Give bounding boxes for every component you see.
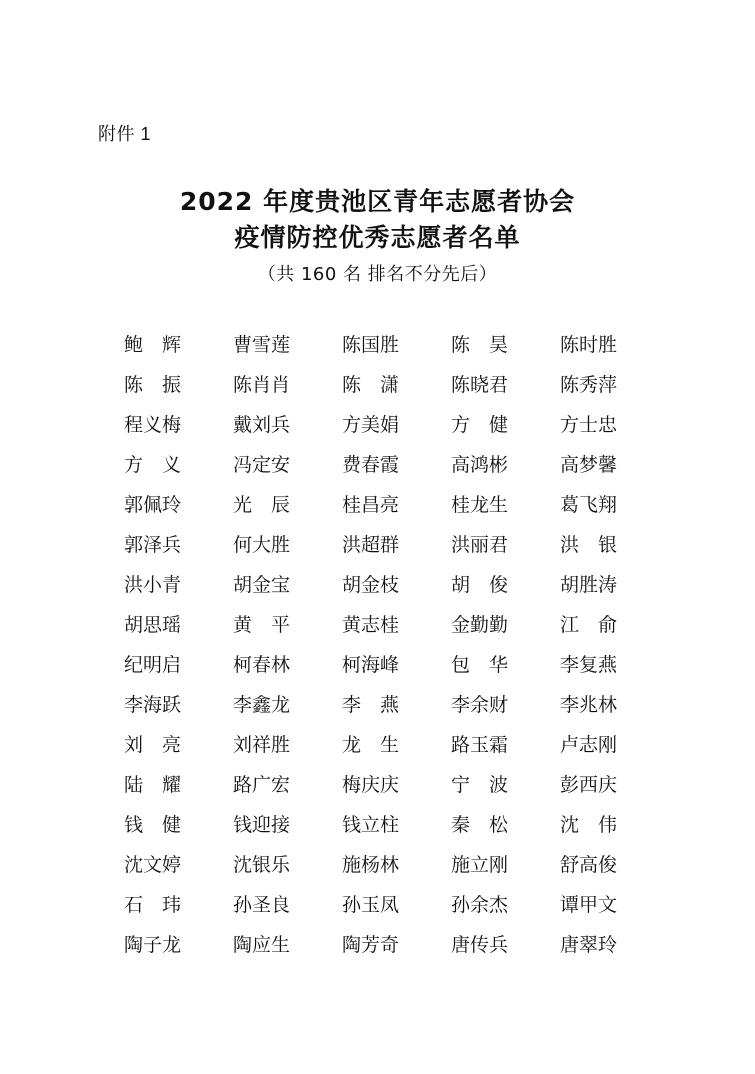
volunteer-name-list (124, 329, 634, 969)
volunteer-name: 柯海峰 (342, 654, 400, 676)
volunteer-name: 方 义 (124, 454, 182, 476)
volunteer-name: 陈秀萍 (560, 374, 618, 396)
volunteer-name: 卢志刚 (560, 734, 618, 756)
volunteer-name: 程义梅 (124, 414, 182, 436)
volunteer-name: 纪明启 (124, 654, 182, 676)
volunteer-name: 陈肖肖 (233, 374, 291, 396)
volunteer-name: 桂昌亮 (342, 494, 400, 516)
volunteer-name: 桂龙生 (451, 494, 509, 516)
volunteer-name: 郭泽兵 (124, 534, 182, 556)
volunteer-name: 石 玮 (124, 894, 182, 916)
volunteer-name: 路广宏 (233, 774, 291, 796)
volunteer-name: 洪 银 (560, 534, 618, 556)
volunteer-name: 刘祥胜 (233, 734, 291, 756)
volunteer-name: 方士忠 (560, 414, 618, 436)
volunteer-name: 陈 振 (124, 374, 182, 396)
volunteer-name: 钱迎接 (233, 814, 291, 836)
volunteer-name: 曹雪莲 (233, 334, 291, 356)
volunteer-name: 唐翠玲 (560, 934, 618, 956)
document-title-line-1: 2022 年度贵池区青年志愿者协会 (179, 187, 576, 216)
volunteer-name: 沈 伟 (560, 814, 618, 836)
volunteer-name: 胡金宝 (233, 574, 291, 596)
volunteer-name: 戴刘兵 (233, 414, 291, 436)
volunteer-name: 陈 潇 (342, 374, 400, 396)
volunteer-name: 钱 健 (124, 814, 182, 836)
volunteer-name: 施立刚 (451, 854, 509, 876)
volunteer-name: 李鑫龙 (233, 694, 291, 716)
volunteer-name: 路玉霜 (451, 734, 509, 756)
volunteer-name: 郭佩玲 (124, 494, 182, 516)
volunteer-name: 洪小青 (124, 574, 182, 596)
volunteer-name: 江 俞 (560, 614, 618, 636)
volunteer-name: 黄志桂 (342, 614, 400, 636)
volunteer-name: 光 辰 (233, 494, 291, 516)
volunteer-name: 谭甲文 (560, 894, 618, 916)
volunteer-name: 柯春林 (233, 654, 291, 676)
volunteer-name: 彭西庆 (560, 774, 618, 796)
volunteer-name: 施杨林 (342, 854, 400, 876)
volunteer-name: 冯定安 (233, 454, 291, 476)
volunteer-name: 陶应生 (233, 934, 291, 956)
volunteer-name: 钱立柱 (342, 814, 400, 836)
volunteer-name: 陆 耀 (124, 774, 182, 796)
volunteer-name: 高梦馨 (560, 454, 618, 476)
volunteer-name: 沈银乐 (233, 854, 291, 876)
volunteer-name: 胡胜涛 (560, 574, 618, 596)
volunteer-name: 龙 生 (342, 734, 400, 756)
volunteer-name: 陶芳奇 (342, 934, 400, 956)
volunteer-name: 李 燕 (342, 694, 400, 716)
volunteer-name: 陈 昊 (451, 334, 509, 356)
volunteer-name: 葛飞翔 (560, 494, 618, 516)
volunteer-name: 费春霞 (342, 454, 400, 476)
volunteer-name: 唐传兵 (451, 934, 509, 956)
volunteer-name: 洪超群 (342, 534, 400, 556)
volunteer-name: 陈时胜 (560, 334, 618, 356)
volunteer-name: 李复燕 (560, 654, 618, 676)
volunteer-name: 孙余杰 (451, 894, 509, 916)
volunteer-name: 孙圣良 (233, 894, 291, 916)
attachment-label: 附件 1 (98, 124, 152, 144)
document-title-line-2: 疫情防控优秀志愿者名单 (234, 223, 521, 252)
volunteer-name: 舒高俊 (560, 854, 618, 876)
volunteer-name: 陈晓君 (451, 374, 509, 396)
volunteer-name: 胡 俊 (451, 574, 509, 596)
document-subtitle: （共 160 名 排名不分先后） (257, 264, 498, 285)
volunteer-name: 胡思瑶 (124, 614, 182, 636)
volunteer-name: 陶子龙 (124, 934, 182, 956)
volunteer-name: 金勤勤 (451, 614, 509, 636)
volunteer-name: 陈国胜 (342, 334, 400, 356)
volunteer-name: 李余财 (451, 694, 509, 716)
volunteer-name: 高鸿彬 (451, 454, 509, 476)
volunteer-name: 李海跃 (124, 694, 182, 716)
volunteer-name: 包 华 (451, 654, 509, 676)
volunteer-name: 鲍 辉 (124, 334, 182, 356)
volunteer-name: 黄 平 (233, 614, 291, 636)
volunteer-name: 方 健 (451, 414, 509, 436)
volunteer-name: 李兆林 (560, 694, 618, 716)
volunteer-name: 宁 波 (451, 774, 509, 796)
volunteer-name: 梅庆庆 (342, 774, 400, 796)
volunteer-name: 孙玉凤 (342, 894, 400, 916)
volunteer-name: 秦 松 (451, 814, 509, 836)
volunteer-name: 胡金枝 (342, 574, 400, 596)
volunteer-name: 洪丽君 (451, 534, 509, 556)
volunteer-name: 何大胜 (233, 534, 291, 556)
volunteer-name: 方美娟 (342, 414, 400, 436)
volunteer-name: 刘 亮 (124, 734, 182, 756)
volunteer-name: 沈文婷 (124, 854, 182, 876)
